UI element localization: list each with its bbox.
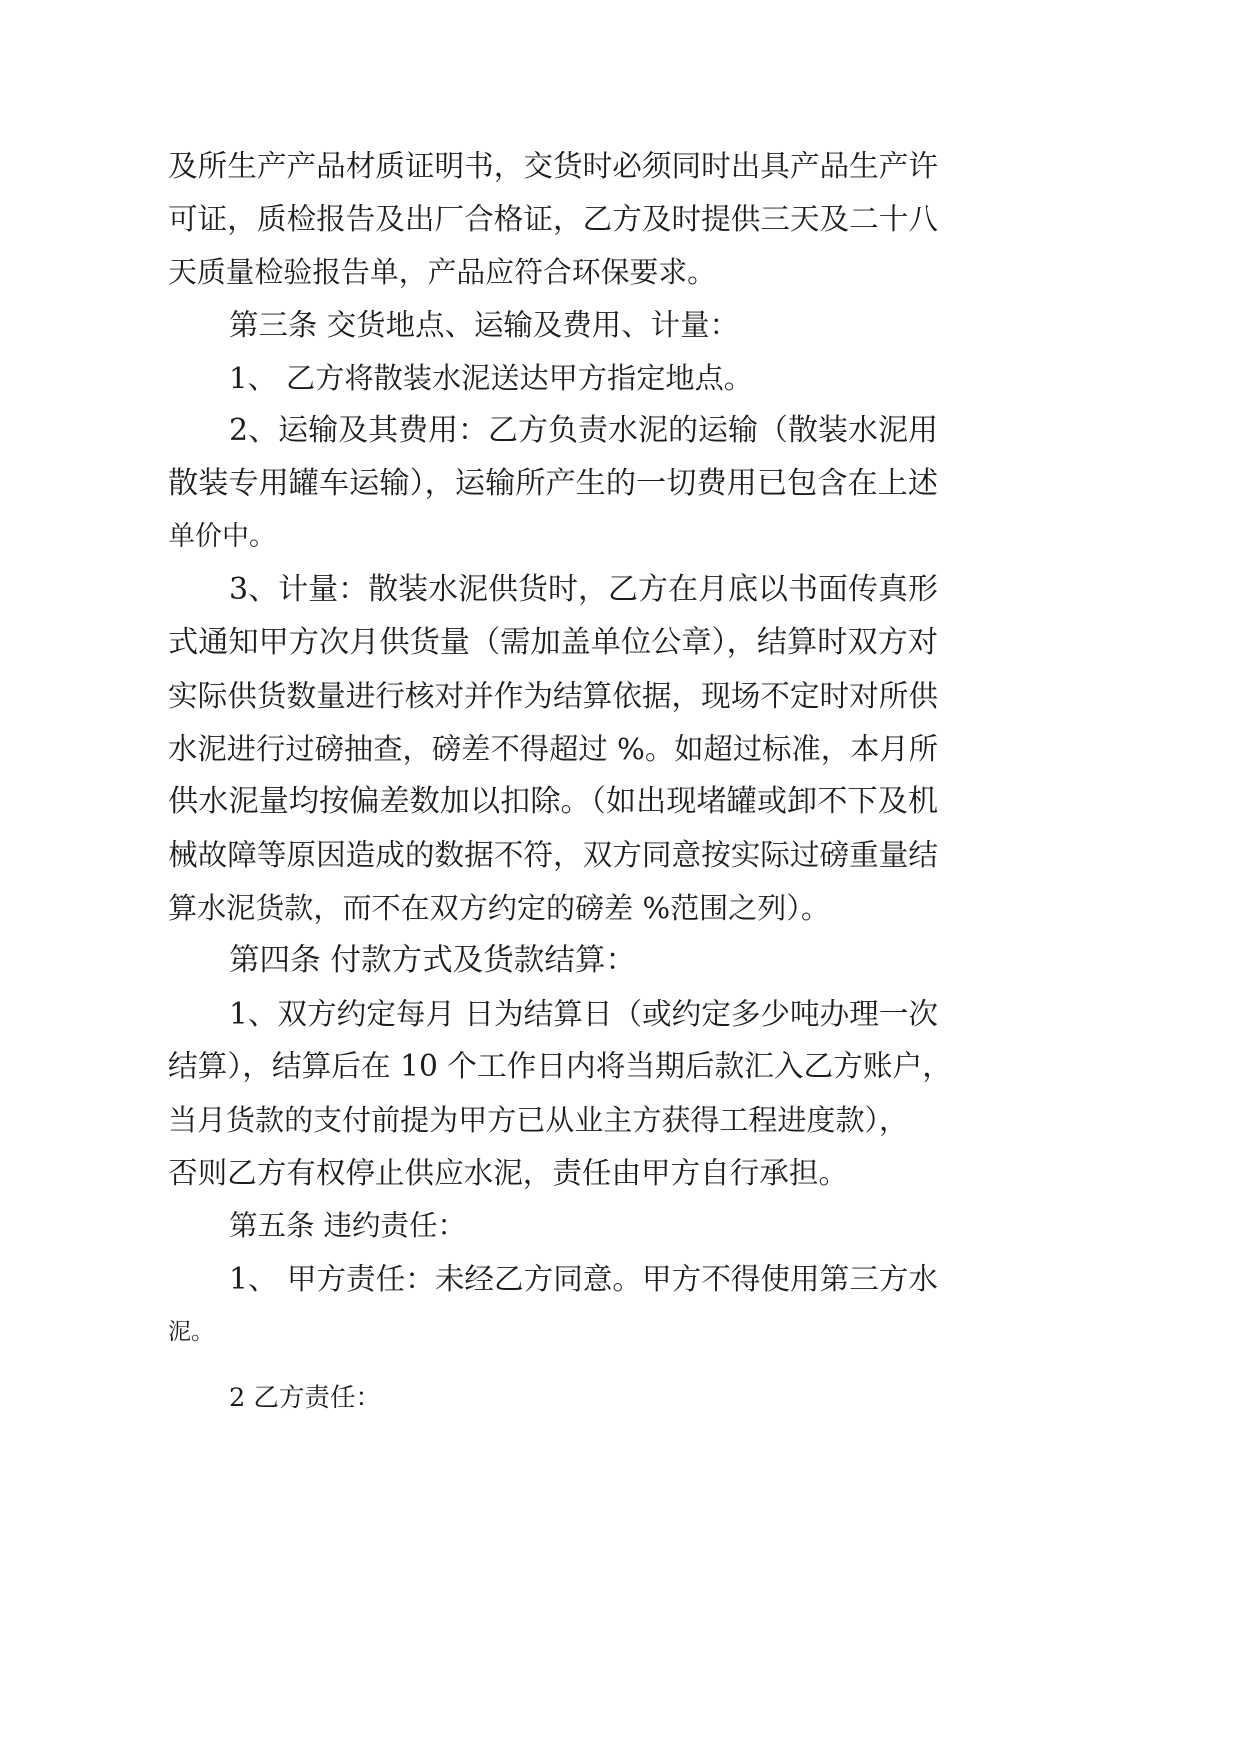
paragraph-line: 3、计量：散装水泥供货时，乙方在月底以书面传真形 [229,572,938,607]
article-heading: 第四条 付款方式及货款结算： [229,943,637,978]
paragraph-line: 1、双方约定每月 日为结算日（或约定多少吨办理一次 [229,997,939,1031]
paragraph-line: 1、 乙方将散装水泥送达甲方指定地点。 [229,361,753,395]
paragraph-line: 2 乙方责任： [229,1383,381,1413]
paragraph-line: 式通知甲方次月供货量（需加盖单位公章），结算时双方对 [168,625,939,660]
paragraph-line: 水泥进行过磅抽查，磅差不得超过 %。如超过标准，本月所 [168,732,939,766]
paragraph-line: 泥。 [168,1319,214,1345]
paragraph-line: 结算），结算后在 10 个工作日内将当期后款汇入乙方账户， [168,1049,952,1084]
paragraph-line: 算水泥货款，而不在双方约定的磅差 %范围之列）。 [168,891,830,925]
paragraph-line: 散装专用罐车运输），运输所产生的一切费用已包含在上述 [168,466,939,501]
paragraph-line: 天质量检验报告单，产品应符合环保要求。 [168,255,717,289]
paragraph-line: 及所生产产品材质证明书，交货时必须同时出具产品生产许 [168,149,939,183]
paragraph-line: 1、 甲方责任：未经乙方同意。甲方不得使用第三方水 [229,1262,938,1296]
paragraph-line: 当月货款的支付前提为甲方已从业主方获得工程进度款）， [168,1103,908,1137]
article-heading: 第三条 交货地点、运输及费用、计量： [229,308,740,342]
paragraph-line: 2、运输及其费用：乙方负责水泥的运输（散装水泥用 [229,413,938,448]
paragraph-line: 械故障等原因造成的数据不符，双方同意按实际过磅重量结 [168,838,939,872]
paragraph-line: 实际供货数量进行核对并作为结算依据，现场不定时对所供 [168,679,939,713]
paragraph-line: 单价中。 [168,521,276,552]
paragraph-line: 可证，质检报告及出厂合格证，乙方及时提供三天及二十八 [168,202,939,236]
paragraph-line: 供水泥量均按偏差数加以扣除。（如出现堵罐或卸不下及机 [168,784,939,819]
article-heading: 第五条 违约责任： [229,1209,467,1242]
paragraph-line: 否则乙方有权停止供应水泥，责任由甲方自行承担。 [168,1156,849,1190]
